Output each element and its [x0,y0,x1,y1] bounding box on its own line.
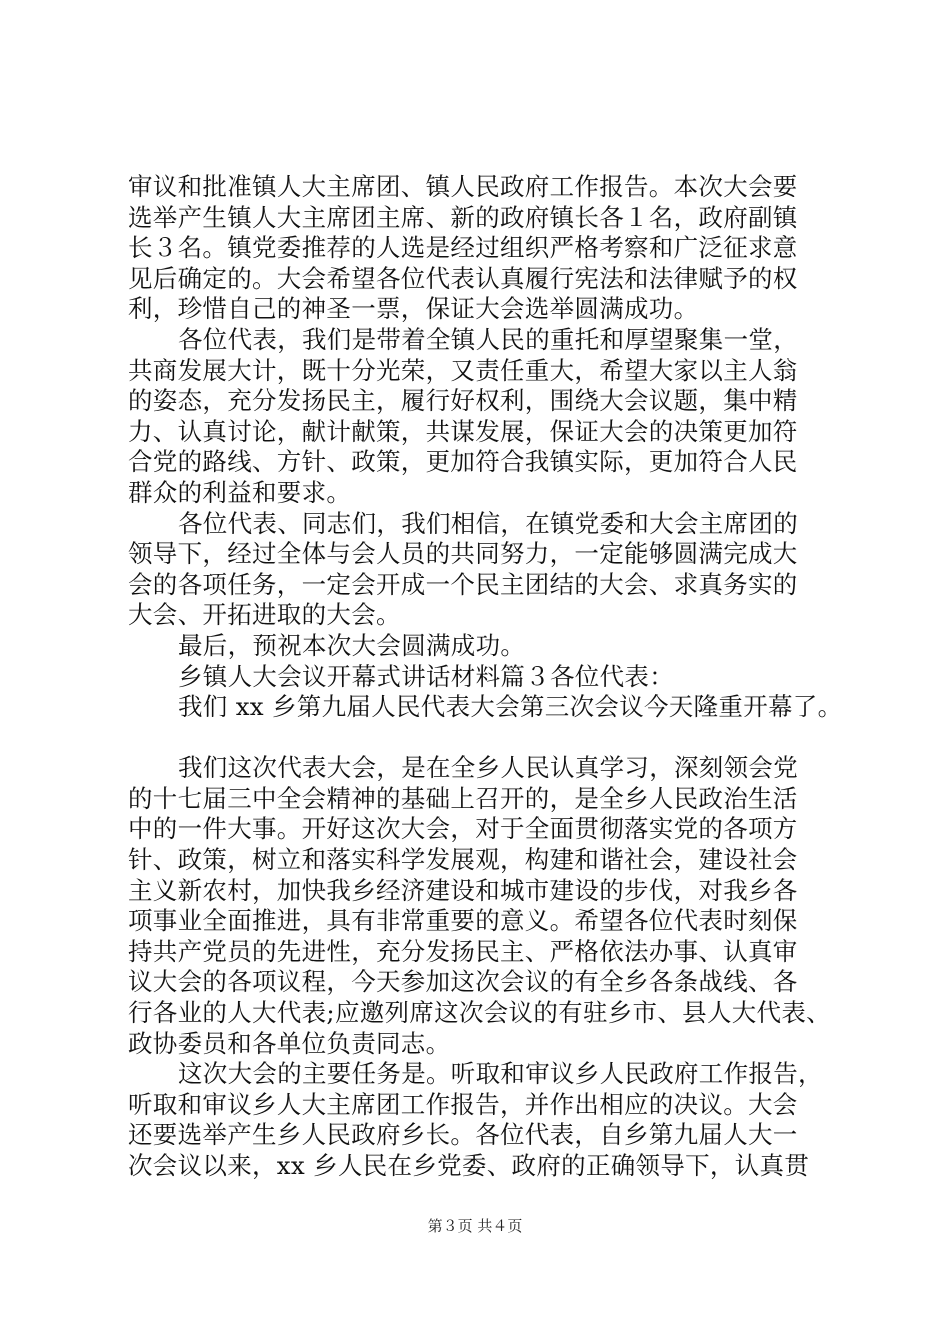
section-heading-line: 乡镇人大会议开幕式讲话材料篇３各位代表： [178,661,674,691]
text-line: 审议和批准镇人大主席团、镇人民政府工作报告。本次大会要 [128,172,798,201]
text-line: 领导下，经过全体与会人员的共同努力，一定能够圆满完成大 [128,539,798,569]
paragraph-start-line: 各位代表，我们是带着全镇人民的重托和厚望聚集一堂， [178,324,798,354]
text-line: 议大会的各项议程，今天参加这次会议的有全乡各条战线、各 [128,967,798,997]
text-line: 持共产党员的先进性，充分发扬民主、严格依法办事、认真审 [128,936,798,966]
paragraph-start-line: 我们这次代表大会，是在全乡人民认真学习，深刻领会党 [178,753,798,783]
paragraph-start-line: 这次大会的主要任务是。听取和审议乡人民政府工作报告， [178,1059,823,1089]
text-line: 还要选举产生乡人民政府乡长。各位代表，自乡第九届人大一 [128,1120,798,1150]
text-line: 共商发展大计，既十分光荣，又责任重大，希望大家以主人翁 [128,355,798,385]
text-line: 听取和审议乡人大主席团工作报告，并作出相应的决议。大会 [128,1089,798,1119]
text-line: 会的各项任务，一定会开成一个民主团结的大会、求真务实的 [128,569,798,599]
text-line: 项事业全面推进，具有非常重要的意义。希望各位代表时刻保 [128,906,798,936]
text-line: 主义新农村，加快我乡经济建设和城市建设的步伐，对我乡各 [128,875,798,905]
text-line: 利，珍惜自己的神圣一票，保证大会选举圆满成功。 [128,294,699,324]
text-line: 合党的路线、方针、政策，更加符合我镇实际，更加符合人民 [128,447,798,477]
text-line: 长３名。镇党委推荐的人选是经过组织严格考察和广泛征求意 [128,233,798,263]
text-line: 选举产生镇人大主席团主席、新的政府镇长各１名，政府副镇 [128,202,798,232]
blank-line [128,723,848,754]
text-line: 的姿态，充分发扬民主，履行好权利，围绕大会议题，集中精 [128,386,798,416]
paragraph-start-line: 我们 xx 乡第九届人民代表大会第三次会议今天隆重开幕了。 [178,692,843,722]
page-number-footer: 第３页 共４页 [427,1217,523,1235]
text-line: 中的一件大事。开好这次大会，对于全面贯彻落实党的各项方 [128,814,798,844]
text-line: 大会、开拓进取的大会。 [128,600,401,630]
paragraph-start-line: 各位代表、同志们，我们相信，在镇党委和大会主席团的 [178,508,798,538]
text-line: 力、认真讨论，献计献策，共谋发展，保证大会的决策更加符 [128,416,798,446]
text-line: 群众的利益和要求。 [128,477,352,507]
text-line: 行各业的人大代表;应邀列席这次会议的有驻乡市、县人大代表、 [128,998,831,1028]
text-line: 次会议以来，xx 乡人民在乡党委、政府的正确领导下，认真贯 [128,1151,810,1180]
text-line: 见后确定的。大会希望各位代表认真履行宪法和法律赋予的权 [128,263,798,293]
text-line: 的十七届三中全会精神的基础上召开的，是全乡人民政治生活 [128,783,798,813]
text-line: 针、政策，树立和落实科学发展观，构建和谐社会，建设社会 [128,845,798,875]
document-body [128,172,848,1182]
paragraph-start-line: 最后，预祝本次大会圆满成功。 [178,630,526,660]
text-line: 政协委员和各单位负责同志。 [128,1028,451,1058]
